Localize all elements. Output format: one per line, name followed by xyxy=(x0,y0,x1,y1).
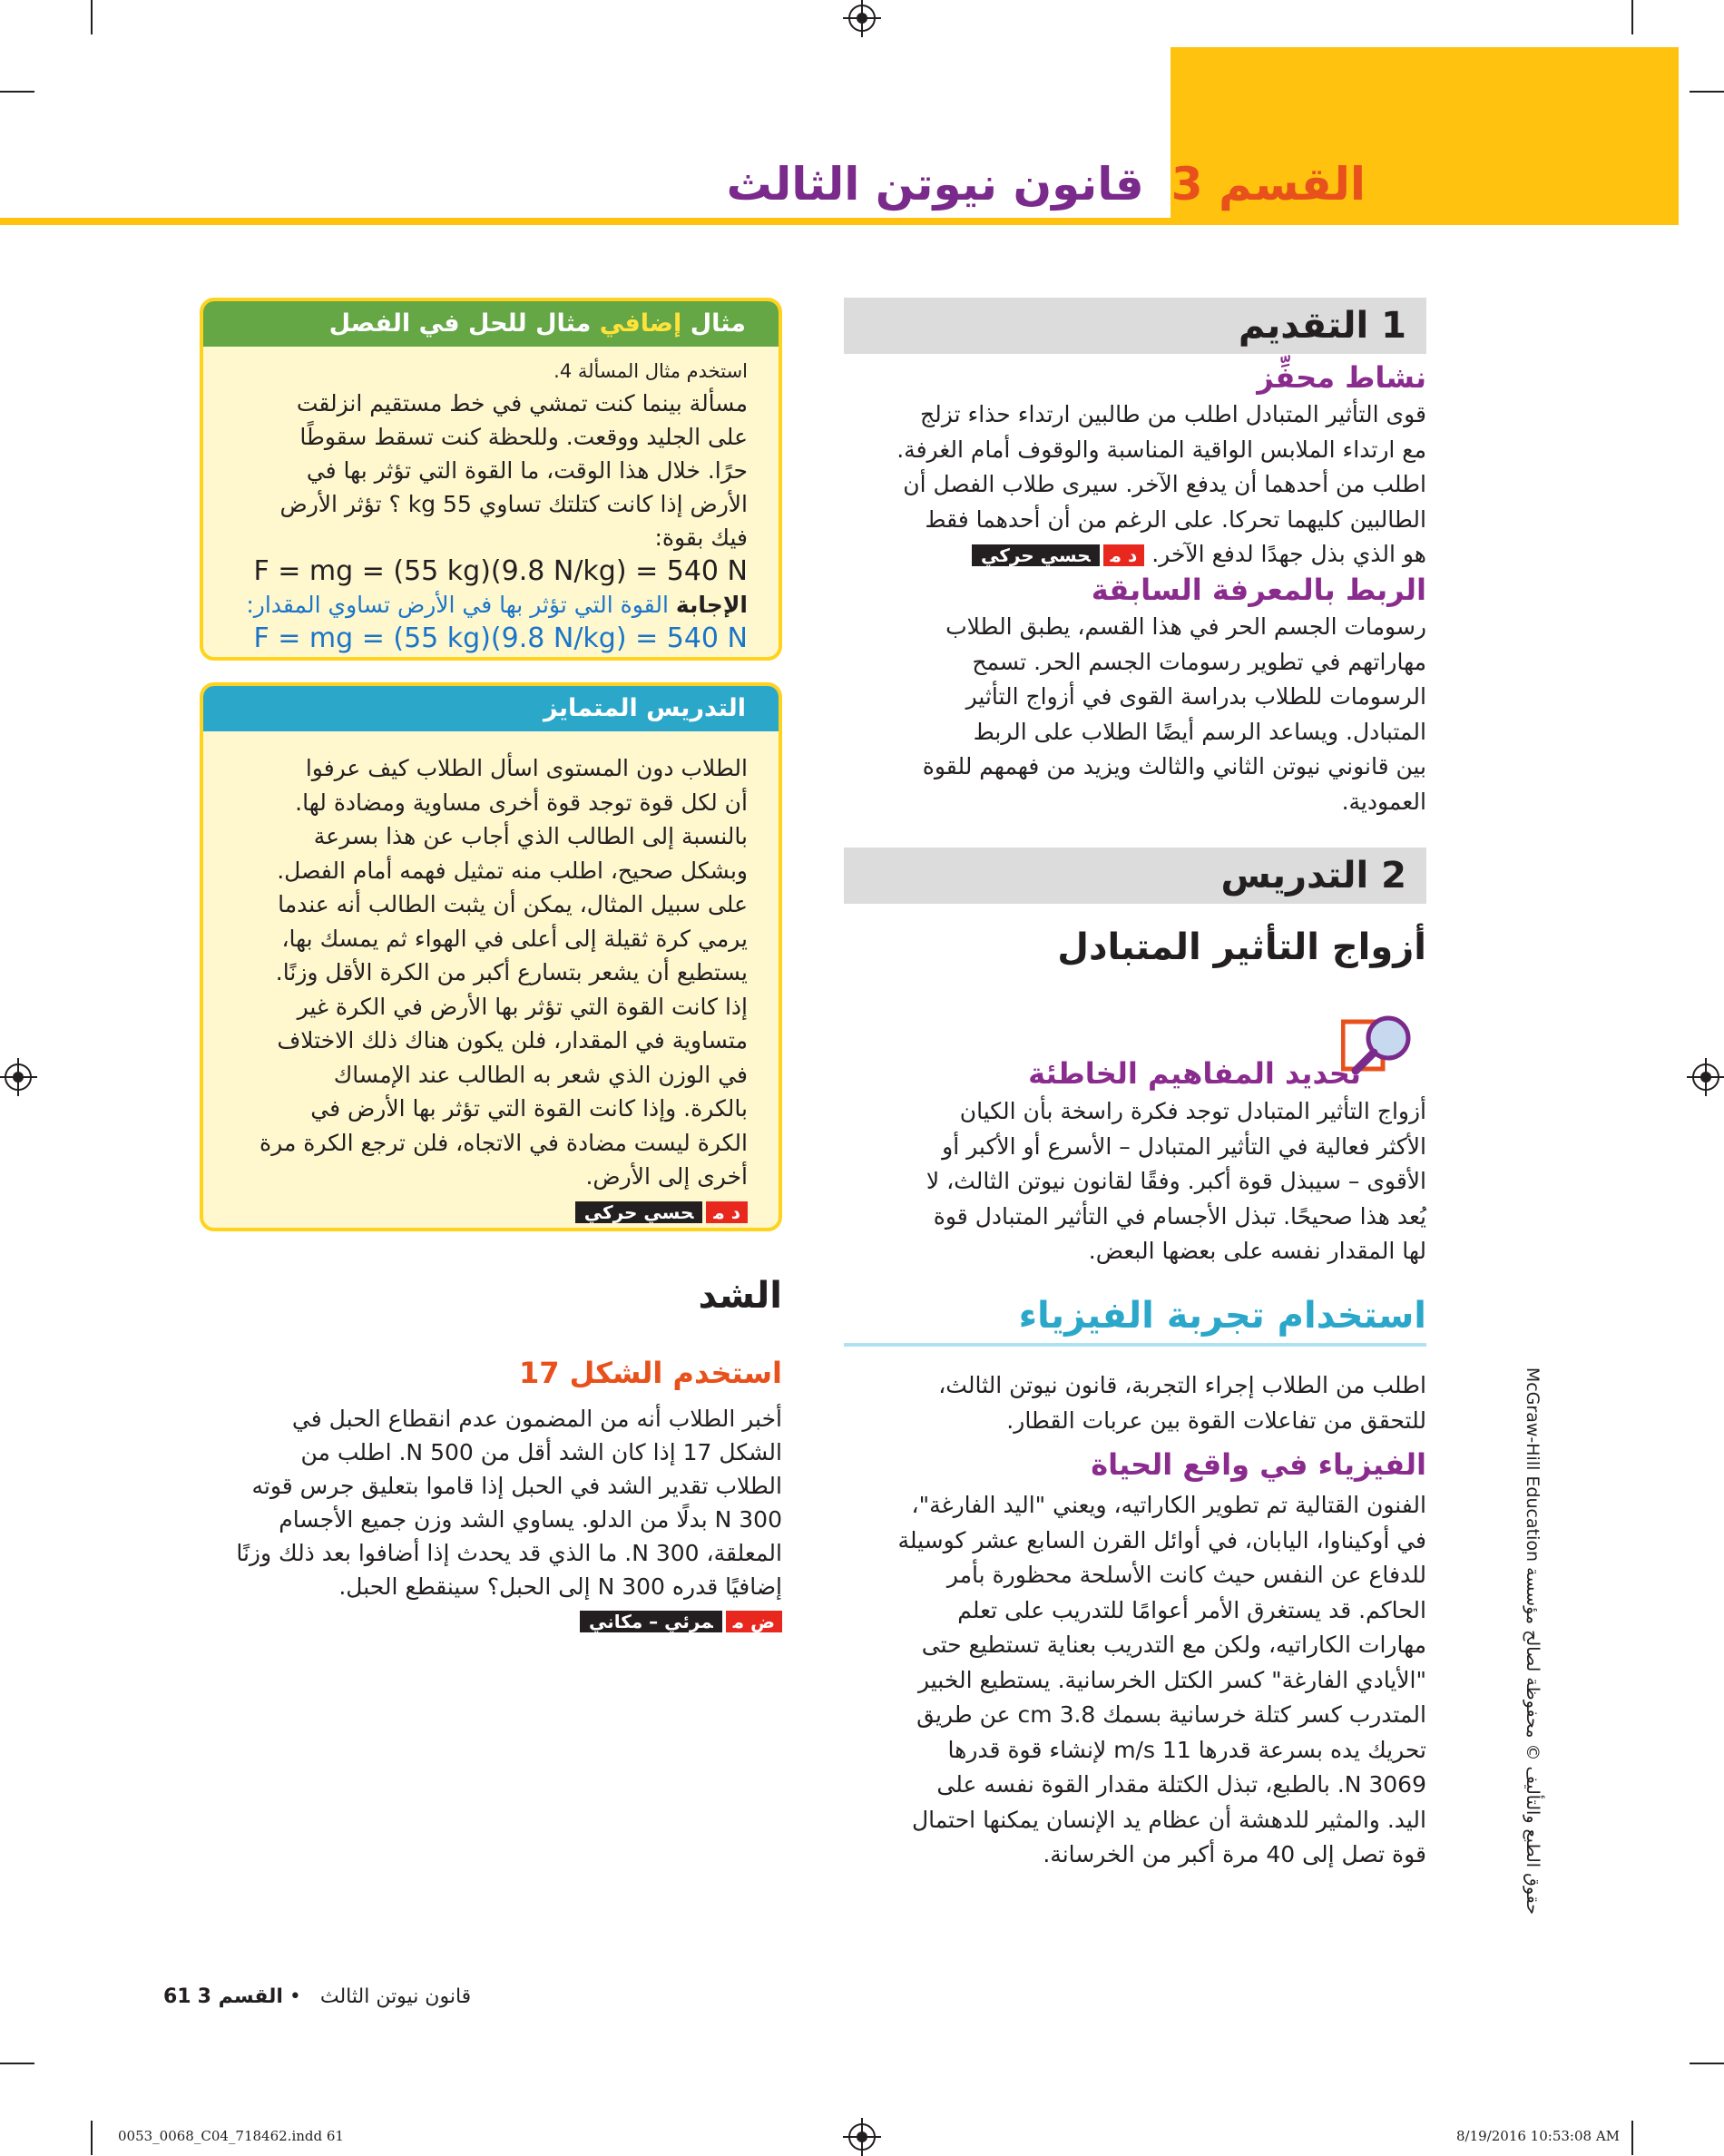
misconception-title: تحديد المفاهيم الخاطئة xyxy=(1028,1056,1361,1091)
footer-title: قانون نيوتن الثالث xyxy=(319,1985,472,2008)
extra-example-header: مثال إضافي مثال للحل في الفصل xyxy=(203,301,779,347)
text-line: الطالبين كليهما تحركا. على الرغم من أن أحدهما فقط xyxy=(925,505,1426,533)
text-line: إذا كانت القوة التي تؤثر بها الأرض في الكرة غير xyxy=(297,993,748,1020)
crop-mark xyxy=(1631,2121,1633,2155)
text-line: حرًا. خلال هذا الوقت، ما القوة التي تؤثر بها في xyxy=(306,457,748,484)
intro-heading: 1 التقديم xyxy=(1238,305,1406,347)
text-line: أن لكل قوة توجد قوة أخرى مساوية ومضادة لها. xyxy=(295,789,748,816)
text-line: على الجليد ووقعت. وللحظة كنت تسقط سقوطًا xyxy=(299,424,748,450)
text-line: وبشكل صحيح، اطلب منه تمثيل فهمه أمام الفصل. xyxy=(277,857,748,884)
footer-section: القسم 3 xyxy=(197,1985,283,2008)
text-line: الطلاب تقدير الشد في الحبل إذا قاموا بتعليق جرس قوته xyxy=(251,1473,782,1499)
crop-mark xyxy=(0,91,34,93)
text-line: تحريك يده بسرعة قدرها 11 m/s لإنشاء قوة قدرها xyxy=(947,1736,1426,1763)
page-title xyxy=(727,152,1366,216)
text-line: هو الذي بذل جهدًا لدفع الآخر. د محسي حركي xyxy=(844,537,1426,573)
lab-paragraph xyxy=(844,1368,1426,1438)
text-line: الشكل 17 إذا كان الشد أقل من 500 N. اطلب من xyxy=(300,1439,782,1465)
date-slug: 8/19/2016 10:53:08 AM xyxy=(1456,2128,1621,2144)
text-line: للدفاع عن النفس حيث كانت الأسلحة محظورة بأمر xyxy=(946,1562,1426,1588)
text-line: مع ارتداء الملابس الواقية المناسبة والوقوف أمام الغرفة. xyxy=(896,436,1426,463)
text-line: العمودية. xyxy=(1341,788,1426,815)
text-line: إضافيًا قدره 300 N إلى الحبل؟ سينقطع الحبل. xyxy=(338,1573,782,1600)
tension-heading: الشد xyxy=(698,1275,782,1317)
crop-mark xyxy=(91,0,93,34)
crop-mark xyxy=(0,2063,34,2064)
text-line: المتدرب كسر كتلة خرسانية بسمك 3.8 cm عن طريق xyxy=(916,1701,1426,1728)
intro-heading-bar xyxy=(844,298,1426,354)
text-line: مسألة بينما كنت تمشي في خط مستقيم انزلقت xyxy=(296,390,748,416)
registration-mark-icon xyxy=(1692,1063,1719,1091)
text-line: الأكثر فعالية في التأثير المتبادل – الأسرع أو الأكبر أو xyxy=(942,1132,1426,1160)
header-rule xyxy=(0,218,1679,225)
text-line: أخبر الطلاب أنه من المضمون عدم انقطاع الحبل في xyxy=(291,1406,782,1432)
real-life-paragraph xyxy=(844,1488,1426,1873)
crop-mark xyxy=(1690,91,1724,93)
figure-title: استخدم الشكل 17 xyxy=(518,1356,782,1390)
text-line: الحاكم. قد يستغرق الأمر أعوامًا للتدريب على تعلم xyxy=(957,1596,1426,1623)
differentiated-box xyxy=(200,682,782,1231)
activity-paragraph xyxy=(844,397,1426,573)
text-line: قوى التأثير المتبادل اطلب من طالبين ارتداء حذاء تزلج xyxy=(920,401,1426,427)
section-title: قانون نيوتن الثالث xyxy=(726,158,1144,211)
text-line: في الوزن الذي شعر به الطالب عند الإمساك xyxy=(333,1061,748,1088)
learning-style-tag: د محسي حركي xyxy=(972,542,1144,569)
crop-mark xyxy=(91,2121,93,2155)
text-line: اطلب من الطلاب إجراء التجربة، قانون نيوتن الثالث، xyxy=(938,1372,1426,1398)
text-line: الأرض إذا كانت كتلتك تساوي 55 kg ؟ تؤثر الأرض xyxy=(279,491,748,517)
registration-mark-icon xyxy=(5,1063,32,1091)
page-number: 61 xyxy=(163,1985,191,2008)
extra-example-box xyxy=(200,298,782,661)
differentiated-header: التدريس المتمايز xyxy=(203,686,779,731)
text-line: على سبيل المثال، يمكن أن يثبت الطالب أنه عندما xyxy=(278,891,748,917)
text-line: يُعد هذا صحيحًا. تبذل الأجسام في التأثير المتبادل قوة xyxy=(933,1202,1426,1230)
real-life-title: الفيزياء في واقع الحياة xyxy=(1091,1447,1426,1482)
text-line: في أوكيناوا، اليابان، في أوائل القرن السابع عشر كوسيلة xyxy=(897,1526,1426,1553)
registration-mark-icon xyxy=(848,5,876,32)
lab-title-rule xyxy=(844,1343,1426,1347)
text-line: "الأيادي الفارغة" كسر الكتل الخرسانية. يستطيع الخبير xyxy=(917,1666,1426,1693)
page-footer: 61 قانون نيوتن الثالث • القسم 3 xyxy=(163,1985,472,2008)
example-equation: F = mg = (55 kg)(9.8 N/kg) = 540 N xyxy=(253,555,748,587)
example-intro: استخدم مثال المسألة 4. xyxy=(553,360,748,382)
text-line: الرسومات للطلاب بدراسة القوى في أزواج التأثير xyxy=(965,683,1426,710)
text-line: الأقوى – سيبذل قوة أكبر. وفقًا لقانون نيوتن الثالث، لا xyxy=(926,1168,1426,1194)
tension-paragraph xyxy=(200,1402,782,1637)
text-line: المعلقة، 300 N. ما الذي قد يحدث إذا أضافوا بعد ذلك وزنًا xyxy=(236,1540,782,1566)
text-line: 3069 N. بالطبع، تبذل الكتلة مقدار القوة نفسه على xyxy=(936,1771,1426,1798)
text-line: متساوية في المقدار، فلن يكون هناك ذلك الاختلاف xyxy=(277,1027,748,1054)
example-answer: الإجابة القوة التي تؤثر بها في الأرض تساوي المقدار: xyxy=(246,592,748,618)
text-line: مهارات الكاراتيه، ولكن مع التدريب بعناية تستطيع حتى xyxy=(921,1632,1426,1658)
text-line: مهاراتهم في تطوير رسومات الجسم الحر. تسمح xyxy=(972,648,1426,675)
file-slug: 0053_0068_C04_718462.indd 61 xyxy=(118,2128,344,2144)
text-line: لها المقدار نفسه على بعضها البعض. xyxy=(1088,1238,1426,1264)
teach-heading-bar xyxy=(844,848,1426,904)
text-line: اليد. والمثير للدهشة أن عظام يد الإنسان يمكنها احتمال xyxy=(911,1806,1426,1833)
text-line: أزواج التأثير المتبادل توجد فكرة راسخة بأن الكيان xyxy=(959,1098,1426,1124)
example-answer-equation: F = mg = (55 kg)(9.8 N/kg) = 540 N xyxy=(253,622,748,654)
teach-subtitle: أزواج التأثير المتبادل xyxy=(1057,926,1426,968)
registration-mark-icon xyxy=(848,2123,876,2151)
text-line: قوة تصل إلى 40 مرة أكبر من الخرسانة. xyxy=(1043,1841,1426,1867)
text-line: الكرة ليست مضادة في الاتجاه، فلن ترجع الكرة مرة xyxy=(260,1129,748,1156)
text-line: فيك بقوة: xyxy=(654,524,748,551)
differentiated-paragraph xyxy=(203,731,779,1228)
text-line: بين قانوني نيوتن الثاني والثالث ويزيد من فهمهم للقوة xyxy=(922,753,1426,779)
text-line: بالكرة. وإذا كانت القوة التي تؤثر بها الأرض في xyxy=(310,1095,748,1122)
example-problem xyxy=(234,387,748,554)
text-line: رسومات الجسم الحر في هذا القسم، يطبق الطلاب xyxy=(945,613,1426,640)
text-line: اطلب من أحدهما أن يدفع الآخر. سيرى طلاب الفصل أن xyxy=(903,471,1426,497)
text-line: يستطيع أن يشعر بتسارع أكبر من الكرة الأقل وزنًا. xyxy=(275,959,748,985)
copyright-side-text: حقوق الطبع والتأليف © محفوظة لصالح مؤسسة McGraw-Hill Education xyxy=(1523,1367,1543,1915)
text-line: بالنسبة إلى الطالب الذي أجاب عن هذا بسرعة xyxy=(313,823,748,849)
lab-title: استخدام تجربة الفيزياء xyxy=(1018,1295,1426,1337)
text-line: للتحقق من تفاعلات القوة بين عربات القطار. xyxy=(1006,1406,1426,1434)
text-line: يرمي كرة ثقيلة إلى أعلى في الهواء ثم يمسك بها، xyxy=(281,925,748,952)
text-line: 300 N بدلًا من الدلو. يساوي الشد وزن جميع الأجسام xyxy=(279,1506,782,1533)
text-line: الفنون القتالية تم تطوير الكاراتيه، ويعني "اليد الفارغة"، xyxy=(911,1492,1426,1518)
connect-title: الربط بالمعرفة السابقة xyxy=(1091,573,1426,607)
misconception-paragraph xyxy=(844,1094,1426,1269)
text-line: المتبادل. ويساعد الرسم أيضًا الطلاب على الربط xyxy=(973,718,1426,745)
teach-heading: 2 التدريس xyxy=(1220,855,1406,897)
learning-style-tag: ض ممرئي – مكاني xyxy=(200,1603,782,1637)
learning-style-tag: د محسي حركي xyxy=(234,1194,748,1229)
activity-title: نشاط محفِّز xyxy=(1257,360,1426,395)
section-label: القسم 3 xyxy=(1171,158,1366,211)
connect-paragraph xyxy=(844,610,1426,819)
crop-mark xyxy=(1690,2063,1724,2064)
text-line: الطلاب دون المستوى اسأل الطلاب كيف عرفوا xyxy=(305,755,748,781)
text-line: أخرى إلى الأرض. xyxy=(585,1163,748,1190)
crop-mark xyxy=(1631,0,1633,34)
